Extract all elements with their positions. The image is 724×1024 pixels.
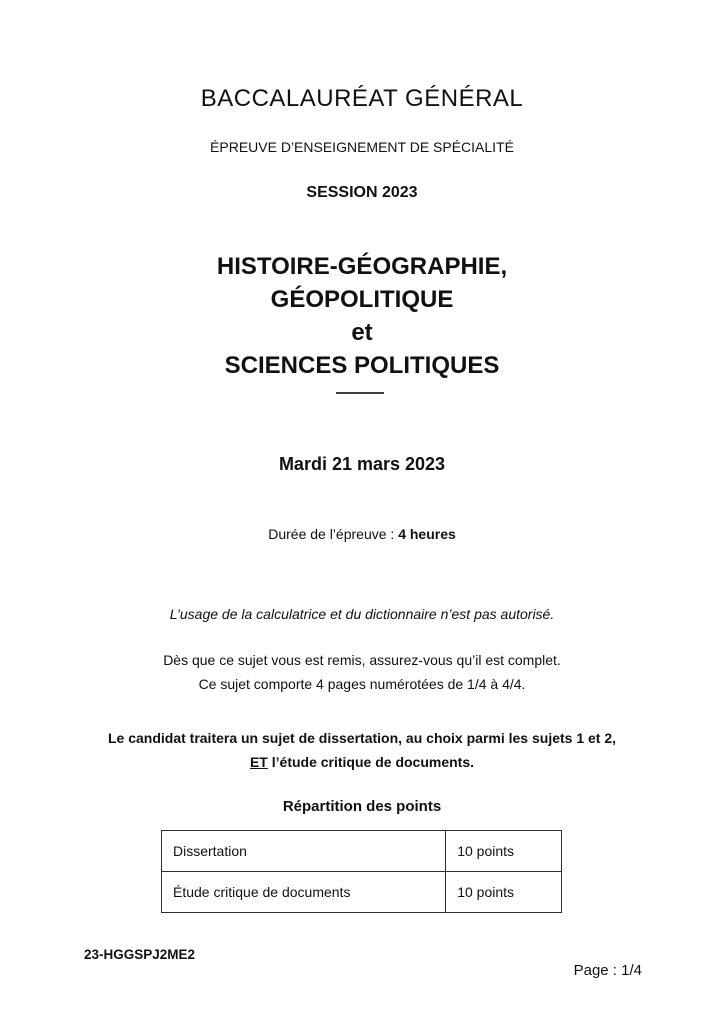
session-heading: SESSION 2023 — [306, 184, 418, 201]
table-cell-points: 10 points — [446, 831, 562, 872]
directive-line2-rest: l’étude critique de documents. — [267, 754, 475, 770]
table-cell-label: Dissertation — [162, 831, 446, 872]
subject-title-line3: et — [351, 319, 373, 346]
subject-title-line4: SCIENCES POLITIQUES — [224, 352, 500, 379]
subject-title-line2: GÉOPOLITIQUE — [270, 286, 454, 313]
exam-type-heading: BACCALAURÉAT GÉNÉRAL — [200, 85, 524, 112]
duration-label: Durée de l’épreuve : — [268, 526, 399, 542]
document-code: 23-HGGSPJ2ME2 — [84, 947, 196, 962]
points-distribution-heading: Répartition des points — [282, 798, 442, 815]
page-number: Page : 1/4 — [573, 962, 642, 979]
title-divider-rule — [336, 392, 384, 394]
points-distribution-table — [161, 830, 562, 913]
calculator-notice: L’usage de la calculatrice et du dictionnaire n’est pas autorisé. — [169, 606, 555, 622]
table-row — [162, 872, 562, 913]
table-row — [162, 831, 562, 872]
instructions-line2: Ce sujet comporte 4 pages numérotées de 1/4 à 4/4. — [198, 676, 526, 692]
completeness-instructions — [0, 648, 724, 696]
directive-line1: Le candidat traitera un sujet de dissertation, au choix parmi les sujets 1 et 2, — [107, 730, 617, 746]
subject-title-line1: HISTOIRE-GÉOGRAPHIE, — [216, 253, 508, 280]
directive-line2 — [0, 750, 724, 774]
exam-date: Mardi 21 mars 2023 — [278, 454, 446, 474]
instructions-line1: Dès que ce sujet vous est remis, assurez-vous qu’il est complet. — [163, 652, 561, 668]
directive-et-emphasis: ET — [249, 754, 268, 770]
duration-value: 4 heures — [398, 526, 456, 542]
subject-title — [0, 250, 724, 382]
exam-category-heading: ÉPREUVE D’ENSEIGNEMENT DE SPÉCIALITÉ — [210, 139, 514, 155]
table-cell-points: 10 points — [446, 872, 562, 913]
table-cell-label: Étude critique de documents — [162, 872, 446, 913]
candidate-directive — [0, 726, 724, 774]
duration-line — [0, 526, 724, 542]
